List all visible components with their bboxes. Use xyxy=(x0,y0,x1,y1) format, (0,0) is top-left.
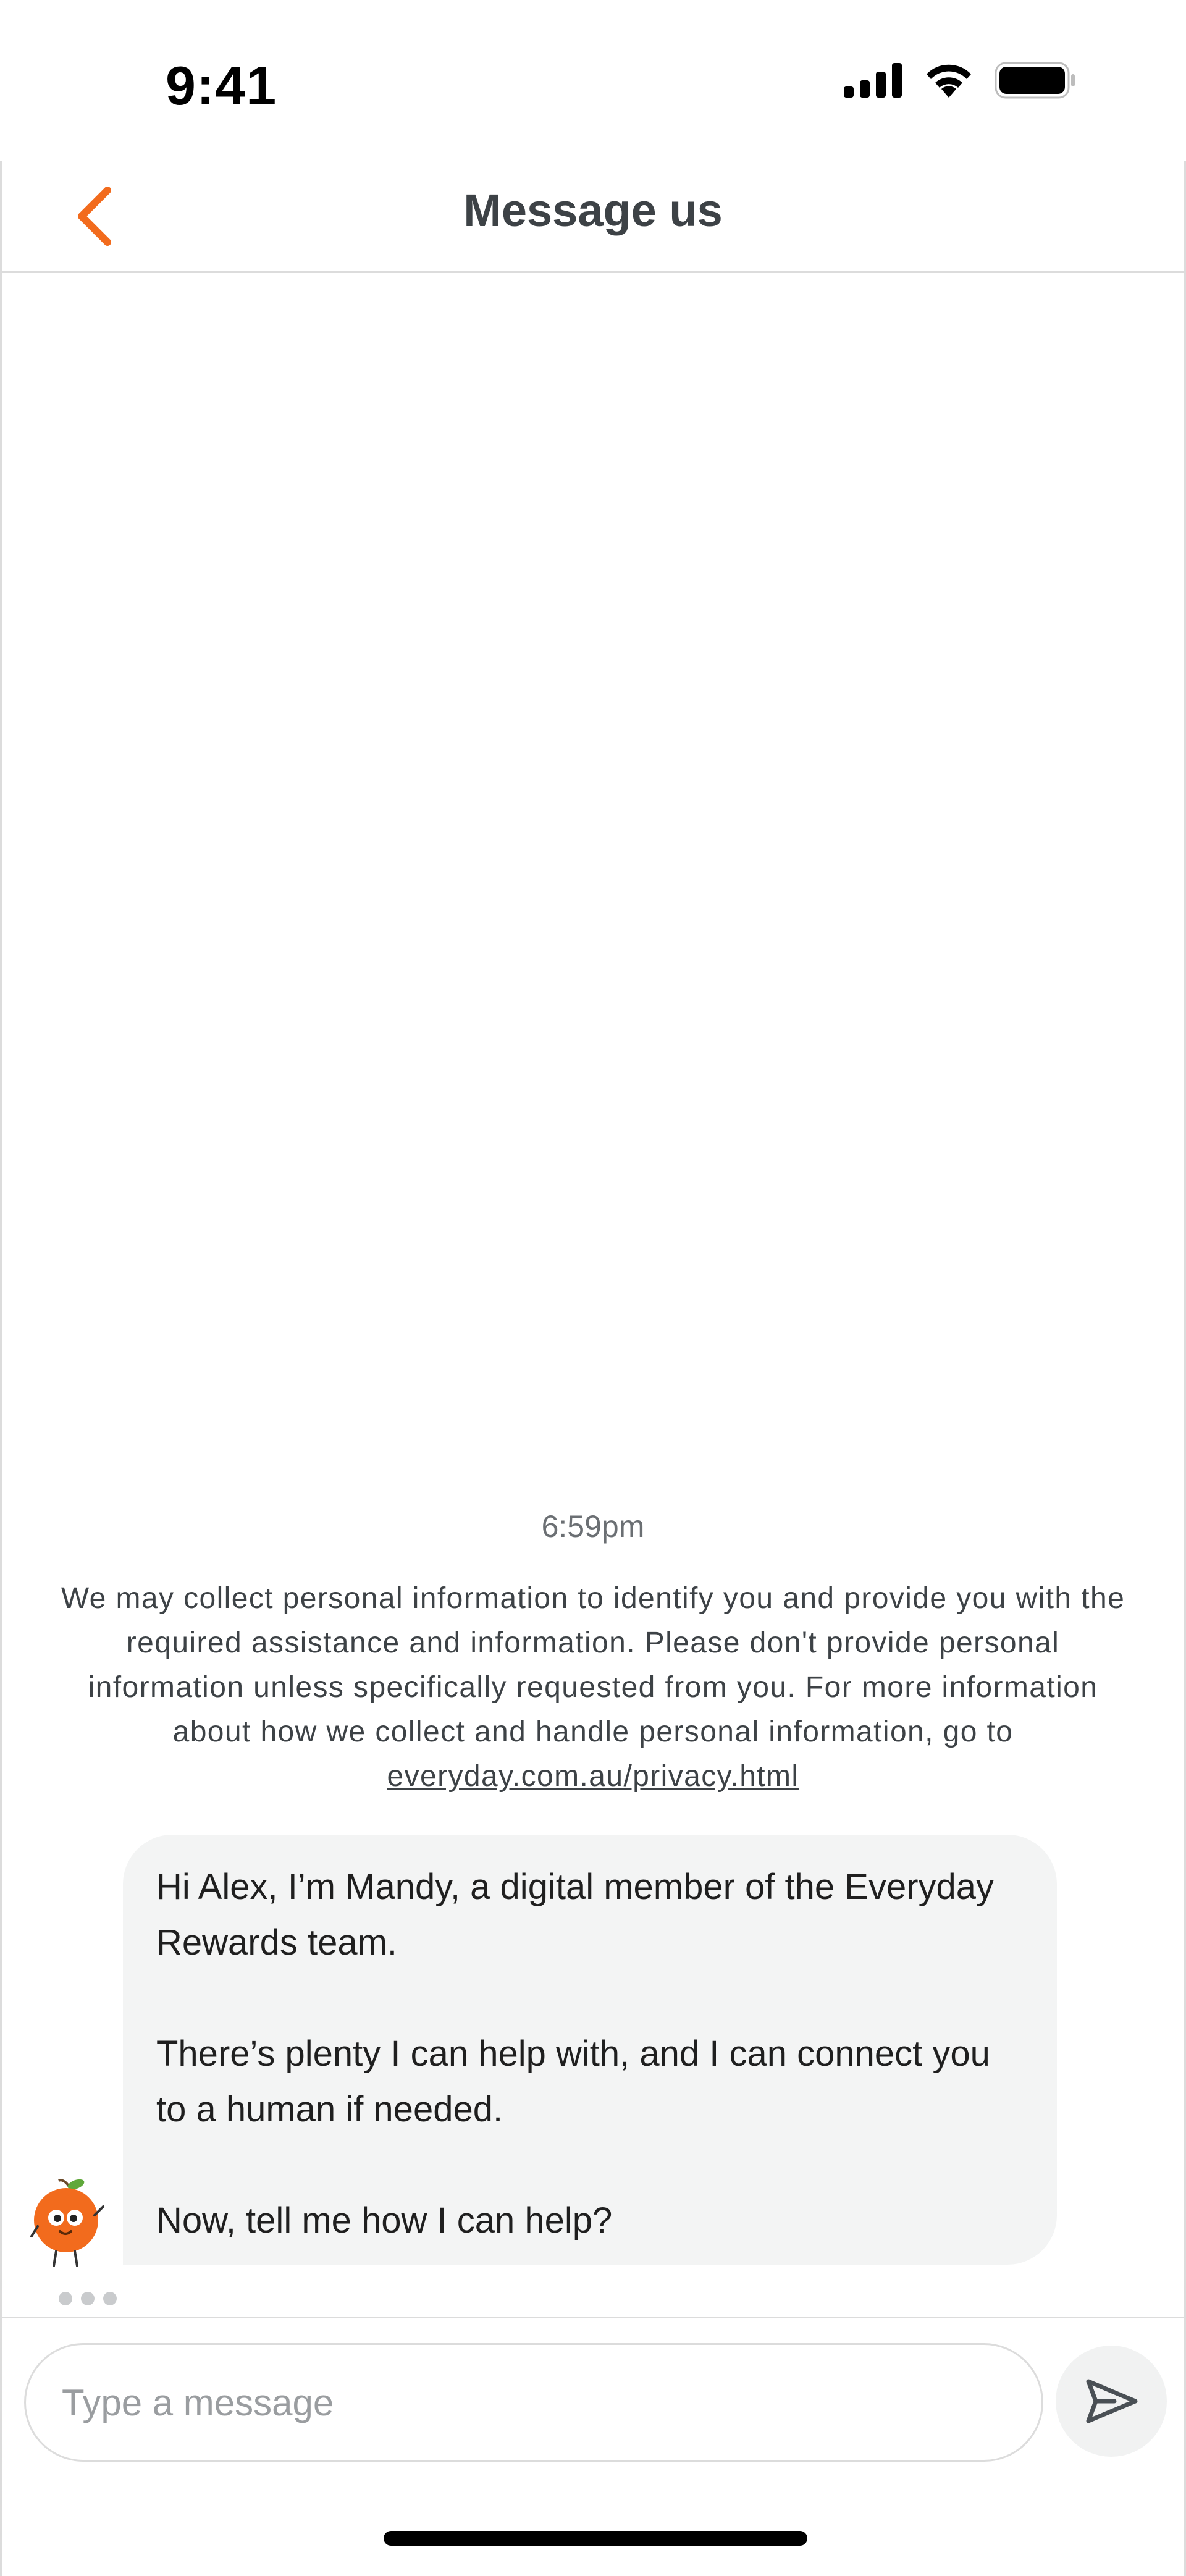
typing-dot xyxy=(103,2292,117,2305)
message-input[interactable] xyxy=(24,2343,1043,2462)
typing-dots-icon xyxy=(59,2292,117,2305)
wifi-icon xyxy=(923,62,975,99)
status-time: 9:41 xyxy=(166,55,277,116)
bot-message-bubble xyxy=(123,1835,1057,2265)
message-paragraph: There’s plenty I can help with, and I can connect you to a human if needed. xyxy=(156,2034,990,2129)
privacy-notice-text: We may collect personal information to identify you and provide you with the required assistance and information. Please don't provide personal information unless specifically requested from you. For more information about how we collect and handle personal information, go to xyxy=(61,1582,1125,1748)
header-bar xyxy=(0,161,1186,273)
orange-mascot-icon xyxy=(29,2177,109,2270)
send-button[interactable] xyxy=(1056,2346,1167,2457)
home-indicator xyxy=(384,2531,807,2546)
message-paragraph: Now, tell me how I can help? xyxy=(156,2200,613,2241)
message-timestamp: 6:59pm xyxy=(541,1509,645,1544)
typing-dot xyxy=(81,2292,95,2305)
bot-avatar xyxy=(29,2177,109,2270)
signal-icon xyxy=(844,63,903,98)
battery-icon xyxy=(995,62,1076,99)
send-icon xyxy=(1083,2376,1139,2426)
message-paragraph: Hi Alex, I’m Mandy, a digital member of the Everyday Rewards team. xyxy=(156,1867,995,1963)
privacy-notice xyxy=(45,1576,1141,1799)
page-title: Message us xyxy=(463,185,723,236)
typing-dot xyxy=(59,2292,72,2305)
privacy-link[interactable]: everyday.com.au/privacy.html xyxy=(387,1760,799,1793)
chat-area[interactable] xyxy=(0,273,1186,2317)
status-icons xyxy=(844,62,1076,99)
message-composer xyxy=(0,2317,1186,2576)
status-bar xyxy=(0,0,1186,161)
